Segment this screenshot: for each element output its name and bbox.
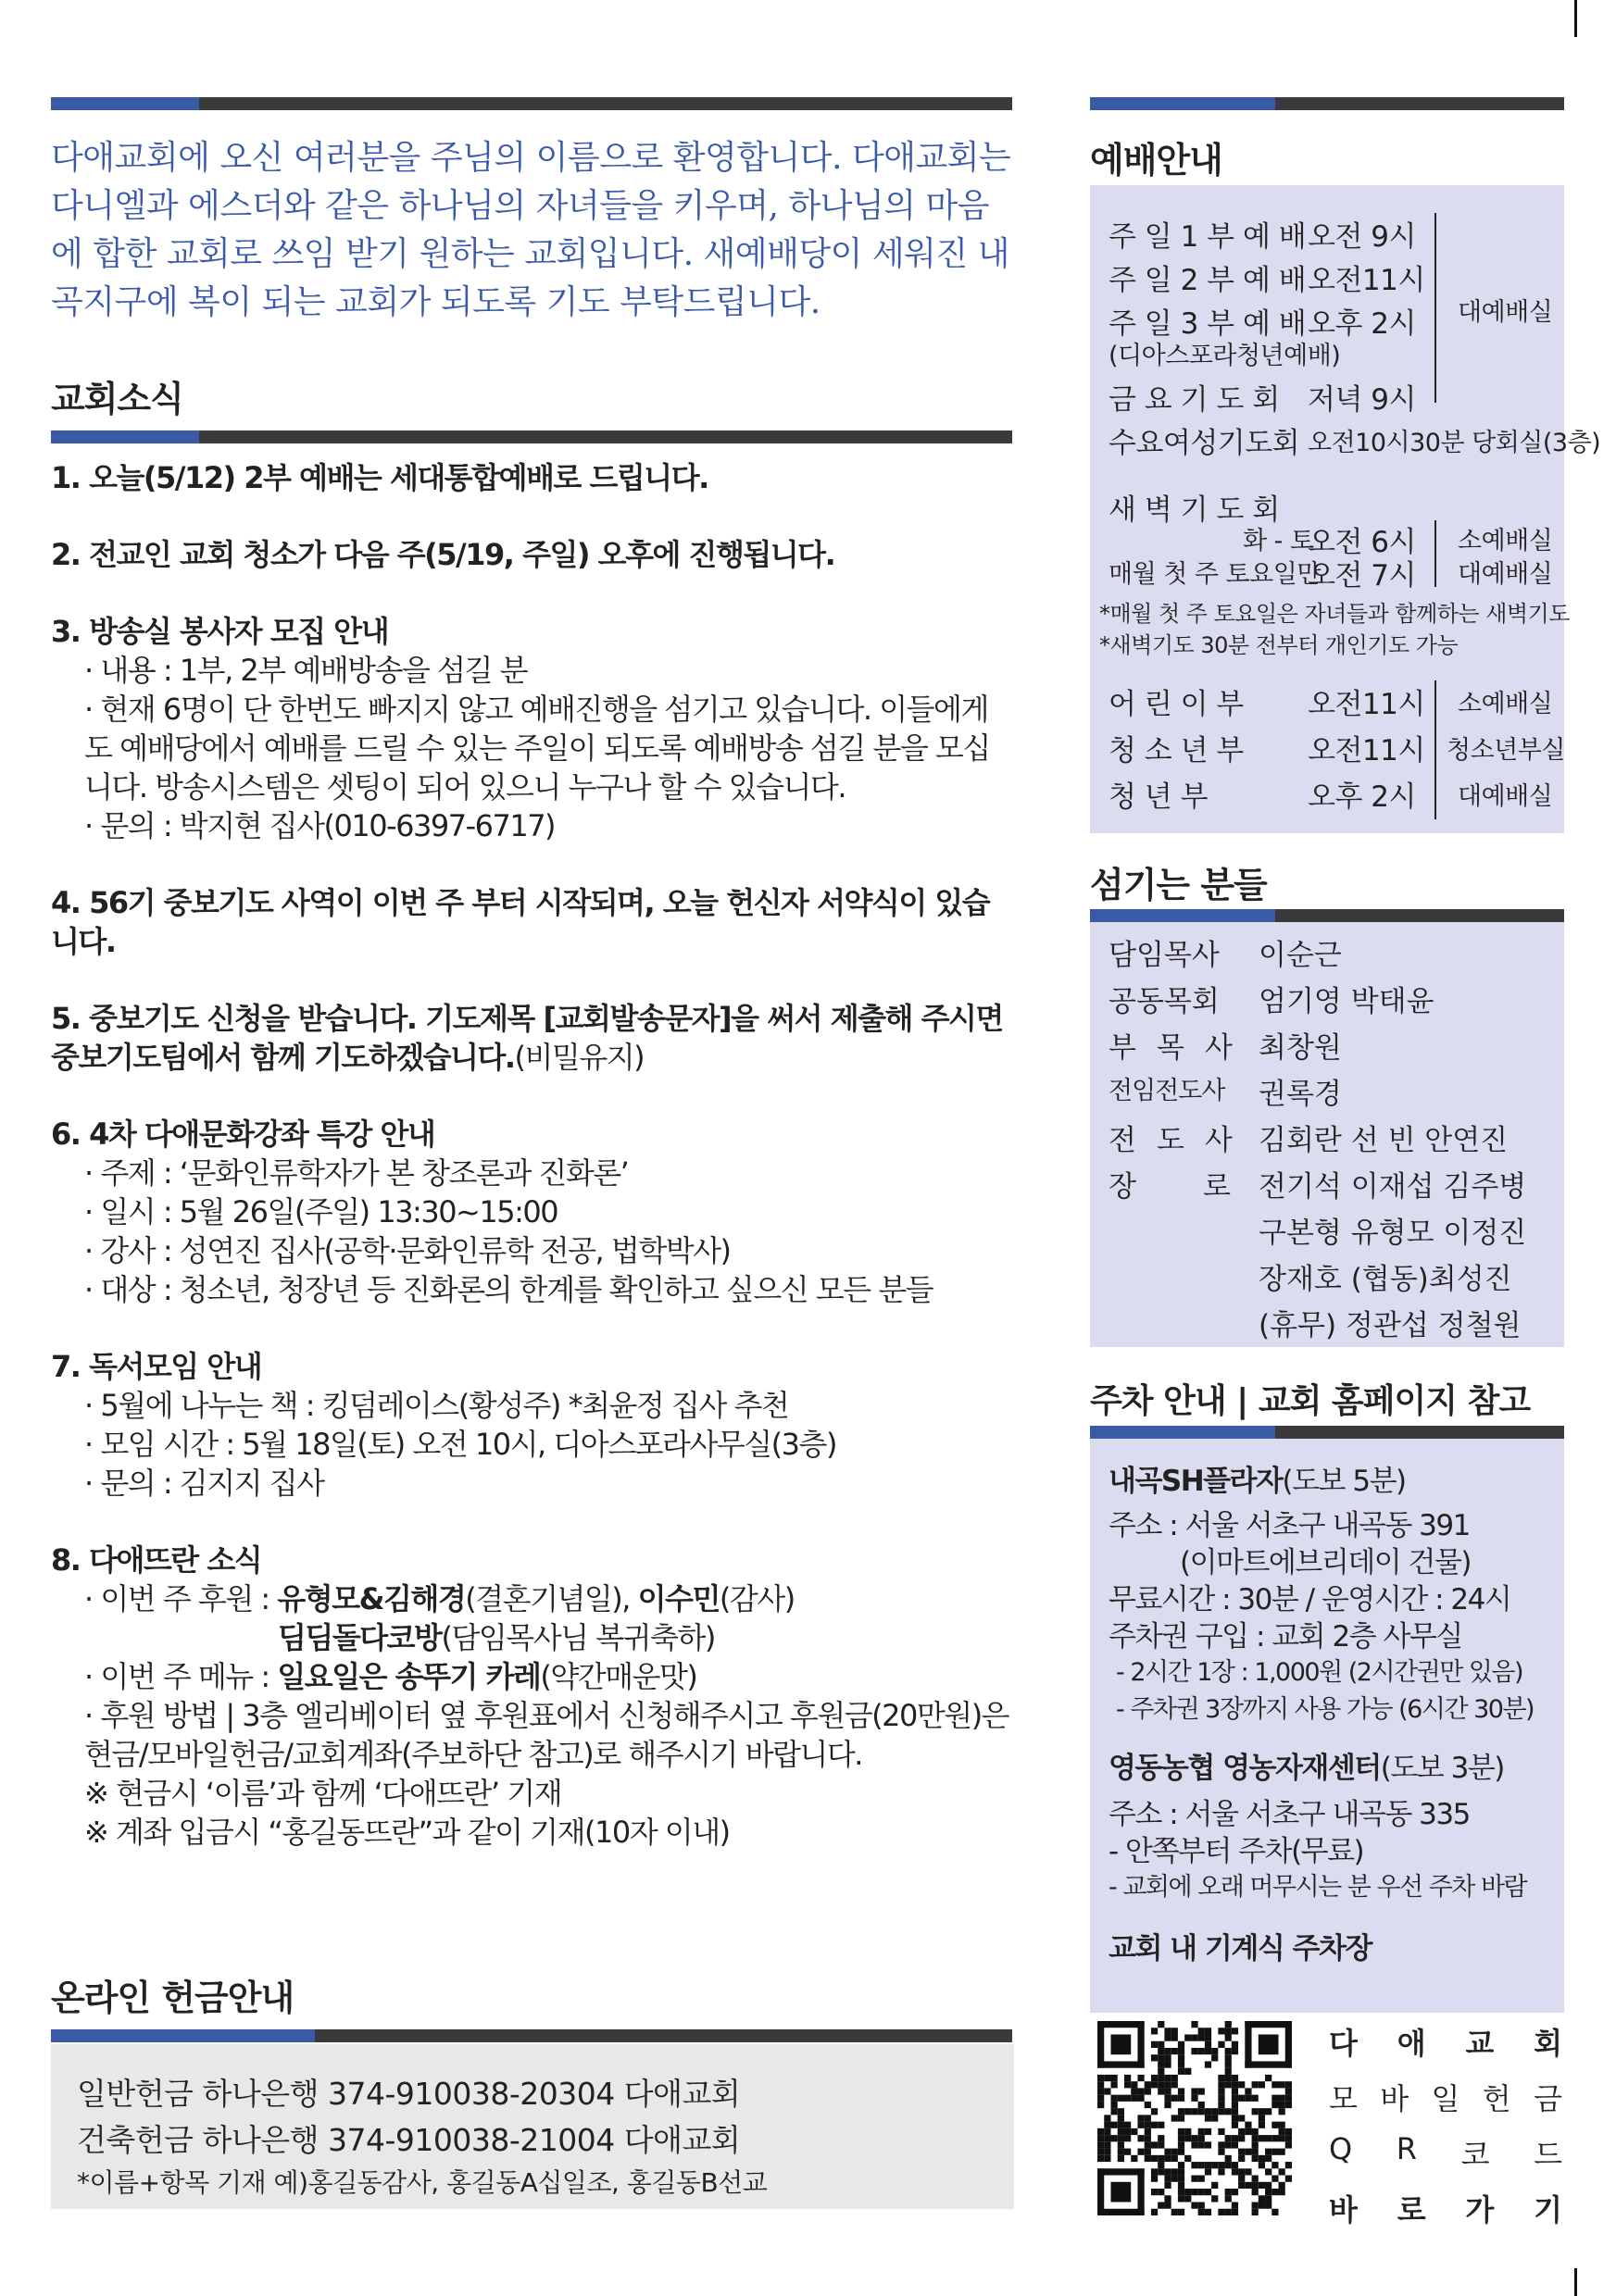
- dawn-note-2: *새벽기도 30분 전부터 개인기도 가능: [1099, 632, 1459, 658]
- news-item-3: 3. 방송실 봉사자 모집 안내 · 내용 : 1부, 2부 예배방송을 섬길 분 · 현재 6명이 단 한번도 빠지지 않고 예배진행을 섬기고 있습니다. 이들에게 도 예배당에서 예배를 드릴 수 있는 주일이 되도록 예배방송 섬길 분을 모십니다. 방송시스템은 셋팅이 되어 있으니 누구나 할 수 있습니다. · 문의 : 박지현 집사(010-6397-6717): [51, 614, 990, 843]
- friday-prayer-name: 금 요 기 도 회: [1109, 383, 1280, 417]
- dawn-prayer-place: 소예배실: [1458, 527, 1553, 555]
- welcome-message: 다애교회에 오신 여러분을 주님의 이름으로 환영합니다. 다애교회는 다니엘과 에스더와 같은 하나님의 자녀들을 키우며, 하나님의 마음에 합한 교회로 쓰임 받기 원하는 교회입니다. 새예배당이 세워진 내곡지구에 복이 되는 교회가 되도록 기도 부탁드립니다.: [51, 139, 1011, 321]
- parking-1-ticket: 주차권 구입 : 교회 2층 사무실: [1109, 1620, 1462, 1653]
- crop-mark-bottom: [1574, 2268, 1577, 2296]
- qr-label-line1: 다 애 교 회: [1329, 2026, 1562, 2061]
- qr-code-icon[interactable]: [1097, 2021, 1292, 2215]
- worship-3-name: 주 일 3 부 예 배: [1109, 307, 1307, 341]
- worship-3-time: 오후 2시: [1308, 307, 1416, 341]
- parking-2-note-2: - 교회에 오래 머무시는 분 우선 주차 바람: [1109, 1873, 1527, 1902]
- wed-women-prayer-time: 오전10시30분 당회실(3층): [1308, 429, 1601, 457]
- dawn-prayer-sat: 매월 첫 주 토요일만: [1109, 560, 1321, 589]
- welcome-top-bar: [51, 97, 1012, 110]
- news-item-6: 6. 4차 다애문화강좌 특강 안내 · 주제 : ‘문화인류학자가 본 창조론과 진화론’ · 일시 : 5월 26일(주일) 13:30~15:00 · 강사 : 성연진 집사(공학·문화인류학 전공, 법학박사) · 대상 : 청소년, 청장년 등 진화론의 한계를 확인하고 싶으신 모든 분들: [51, 1117, 933, 1307]
- parking-1-address: 주소 : 서울 서초구 내곡동 391: [1109, 1509, 1470, 1542]
- parking-bar: [1090, 1426, 1564, 1439]
- worship-panel: [1090, 185, 1601, 833]
- children-dept-name: 어 린 이 부: [1109, 688, 1244, 721]
- offering-building: 건축헌금 하나은행 374-910038-21004 다애교회: [77, 2122, 741, 2158]
- worship-divider-1: [1434, 213, 1436, 403]
- news-item-2: 2. 전교인 교회 청소가 다음 주(5/19, 주일) 오후에 진행됩니다.: [51, 537, 835, 572]
- parking-2-note-1: - 안쪽부터 주차(무료): [1109, 1835, 1364, 1868]
- parking-1-building: (이마트에브리데이 건물): [1180, 1546, 1472, 1579]
- qr-label-line4: 바 로 가 기: [1329, 2192, 1562, 2227]
- worship-1-time: 오전 9시: [1308, 220, 1416, 254]
- offering-heading: 온라인 헌금안내: [51, 1978, 294, 2018]
- crop-mark-top: [1574, 0, 1577, 37]
- news-item-8: 8. 다애뜨란 소식 · 이번 주 후원 : 유형모&김해경(결혼기념일), 이수민(감사) 딤딤돌다코방(담임목사님 복귀축하) · 이번 주 메뉴 : 일요일은 송뚜기 카레(약간매운맛) · 후원 방법 | 3층 엘리베이터 옆 후원표에서 신청해주시고 후원금(20만원)은 현금/모바일헌금/교회계좌(주보하단 참고)로 해주시기 바랍니다. ※ 현금시 ‘이름’과 함께 ‘다애뜨란’ 기재 ※ 계좌 입금시 “홍길동뜨란”과 같이 기재(10자 이내): [51, 1542, 1009, 1850]
- offering-box: [51, 2044, 1014, 2209]
- staff-heading: 섬기는 분들: [1090, 865, 1267, 905]
- dawn-prayer-sat-time: 오전 7시: [1308, 559, 1416, 593]
- news-bar: [51, 430, 1012, 443]
- children-dept-time: 오전11시: [1308, 688, 1425, 721]
- news-item-7: 7. 독서모임 안내 · 5월에 나누는 책 : 킹덤레이스(황성주) *최윤정 집사 추천 · 모임 시간 : 5월 18일(토) 오전 10시, 디아스포라사무실(3층) · 문의 : 김지지 집사: [51, 1349, 836, 1501]
- worship-top-bar: [1090, 97, 1564, 110]
- news-item-1: 1. 오늘(5/12) 2부 예배는 세대통합예배로 드립니다.: [51, 460, 708, 495]
- children-dept-place: 소예배실: [1458, 690, 1553, 718]
- young-adult-dept-name: 청 년 부: [1109, 780, 1209, 814]
- dawn-prayer-time: 오전 6시: [1308, 526, 1416, 559]
- parking-2-title: 영동농협 영농자재센터(도보 3분): [1109, 1752, 1504, 1785]
- youth-dept-time: 오전11시: [1308, 734, 1425, 767]
- youth-dept-name: 청 소 년 부: [1109, 734, 1244, 767]
- news-item-5: 5. 중보기도 신청을 받습니다. 기도제목 [교회발송문자]을 써서 제출해 주시면 중보기도팀에서 함께 기도하겠습니다.(비밀유지): [51, 1001, 1003, 1075]
- parking-1-limit: - 주차권 3장까지 사용 가능 (6시간 30분): [1116, 1695, 1535, 1724]
- qr-label-line2: 모 바 일 헌 금: [1329, 2081, 1562, 2116]
- news-item-4: 4. 56기 중보기도 사역이 이번 주 부터 시작되며, 오늘 헌신자 서약식이 있습니다.: [51, 885, 990, 959]
- offering-general: 일반헌금 하나은행 374-910038-20304 다애교회: [77, 2076, 741, 2112]
- offering-bar: [51, 2029, 1012, 2042]
- news-list: [51, 458, 1014, 1890]
- dawn-note-1: *매월 첫 주 토요일은 자녀들과 함께하는 새벽기도: [1099, 601, 1570, 627]
- parking-1-title: 내곡SH플라자(도보 5분): [1109, 1465, 1406, 1498]
- young-adult-dept-place: 대예배실: [1458, 782, 1553, 811]
- staff-panel: 담임목사 이순근 공동목회 엄기영 박태윤 부목사 최창원 전임전도사 권록경 전도사 김회란 선 빈 안연진 장로 전기석 이재섭 김주병 구본형 유형모 이정진 장재호 (협동)최성진 (휴무) 정관섭 정철원: [1090, 922, 1564, 1347]
- parking-1-hours: 무료시간 : 30분 / 운영시간 : 24시: [1109, 1583, 1511, 1616]
- offering-note: *이름+항목 기재 예)홍길동감사, 홍길동A십일조, 홍길동B선교: [77, 2167, 768, 2198]
- youth-dept-place: 청소년부실: [1447, 736, 1565, 765]
- wed-women-prayer-name: 수요여성기도회: [1109, 427, 1300, 460]
- worship-2-time: 오전11시: [1308, 264, 1425, 297]
- worship-divider-2: [1434, 520, 1436, 587]
- parking-2-address: 주소 : 서울 서초구 내곡동 335: [1109, 1798, 1470, 1831]
- parking-heading: 주차 안내 | 교회 홈페이지 참고: [1090, 1382, 1531, 1420]
- worship-1-name: 주 일 1 부 예 배: [1109, 220, 1307, 254]
- worship-divider-3: [1434, 680, 1436, 819]
- staff-bar: [1090, 909, 1564, 922]
- worship-main-hall: 대예배실: [1458, 298, 1553, 327]
- dawn-prayer-sat-place: 대예배실: [1458, 560, 1553, 589]
- worship-2-name: 주 일 2 부 예 배: [1109, 264, 1307, 297]
- parking-1-fee: - 2시간 1장 : 1,000원 (2시간권만 있음): [1116, 1658, 1523, 1687]
- parking-panel: [1090, 1439, 1564, 2013]
- news-heading: 교회소식: [51, 379, 183, 419]
- qr-label-line3: Q R 코 드: [1329, 2131, 1562, 2172]
- young-adult-dept-time: 오후 2시: [1308, 780, 1416, 814]
- worship-3-sub: (디아스포라청년예배): [1109, 342, 1341, 370]
- dawn-prayer-name: 새 벽 기 도 회: [1109, 493, 1280, 527]
- friday-prayer-time: 저녁 9시: [1308, 383, 1416, 417]
- worship-heading: 예배안내: [1090, 140, 1222, 181]
- dawn-prayer-days: 화 - 토: [1243, 527, 1314, 555]
- parking-3-title: 교회 내 기계식 주차장: [1109, 1932, 1372, 1965]
